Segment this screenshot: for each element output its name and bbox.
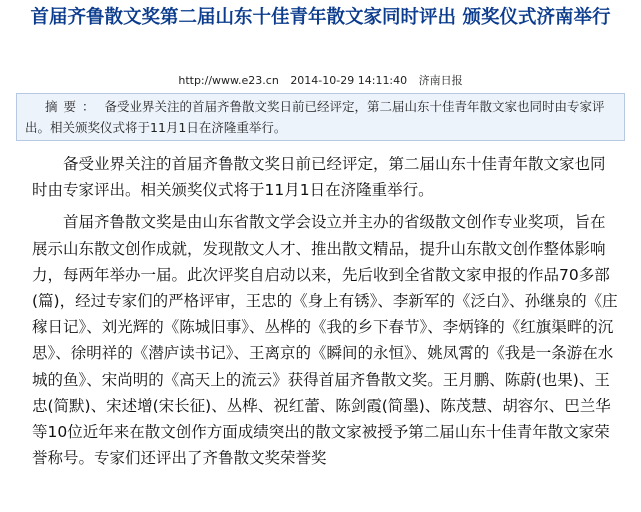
abstract-label: 摘要： bbox=[45, 99, 101, 114]
article-body bbox=[32, 151, 620, 477]
abstract-box bbox=[16, 93, 625, 141]
paragraph-2: 首届齐鲁散文奖是由山东省散文学会设立并主办的省级散文创作专业奖项，旨在展示山东散文创作成就，发现散文人才、推出散文精品，提升山东散文创作整体影响力，每两年举办一届。此次评奖自启动以来，先后收到全省散文家申报的作品70多部(篇)，经过专家们的严格评审，王忠的《身上有锈》、李新军的《泛白》、孙继泉的《庄稼日记》、刘光辉的《陈城旧事》、丛桦的《我的乡下春节》、李炳锋的《红旗渠畔的沉思》、徐明祥的《潜庐读书记》、王离京的《瞬间的永恒》、姚凤霄的《我是一条游在水城的鱼》、宋尚明的《高天上的流云》获得首届齐鲁散文奖。王月鹏、陈蔚(也果)、王忠(简默)、宋述增(宋长征)、丛桦、祝红蕾、陈剑霞(简墨)、陈茂慧、胡容尔、巴兰华等10位近年来在散文创作方面成绩突出的散文家被授予第二届山东十佳青年散文家荣誉称号。专家们还评出了齐鲁散文奖荣誉奖 bbox=[32, 213, 618, 468]
abstract-text: 备受业界关注的首届齐鲁散文奖日前已经评定，第二届山东十佳青年散文家也同时由专家评出。相关颁奖仪式将于11月1日在济隆重举行。 bbox=[25, 99, 605, 135]
source-name: 济南日报 bbox=[418, 74, 463, 87]
source-url[interactable]: http://www.e23.cn bbox=[178, 74, 279, 87]
publish-datetime: 2014-10-29 14:11:40 bbox=[290, 74, 408, 87]
paragraph-1: 备受业界关注的首届齐鲁散文奖日前已经评定，第二届山东十佳青年散文家也同时由专家评出。相关颁奖仪式将于11月1日在济隆重举行。 bbox=[32, 155, 606, 200]
article-meta bbox=[0, 73, 641, 89]
article-headline: 首届齐鲁散文奖第二届山东十佳青年散文家同时评出 颁奖仪式济南举行 bbox=[30, 7, 611, 28]
